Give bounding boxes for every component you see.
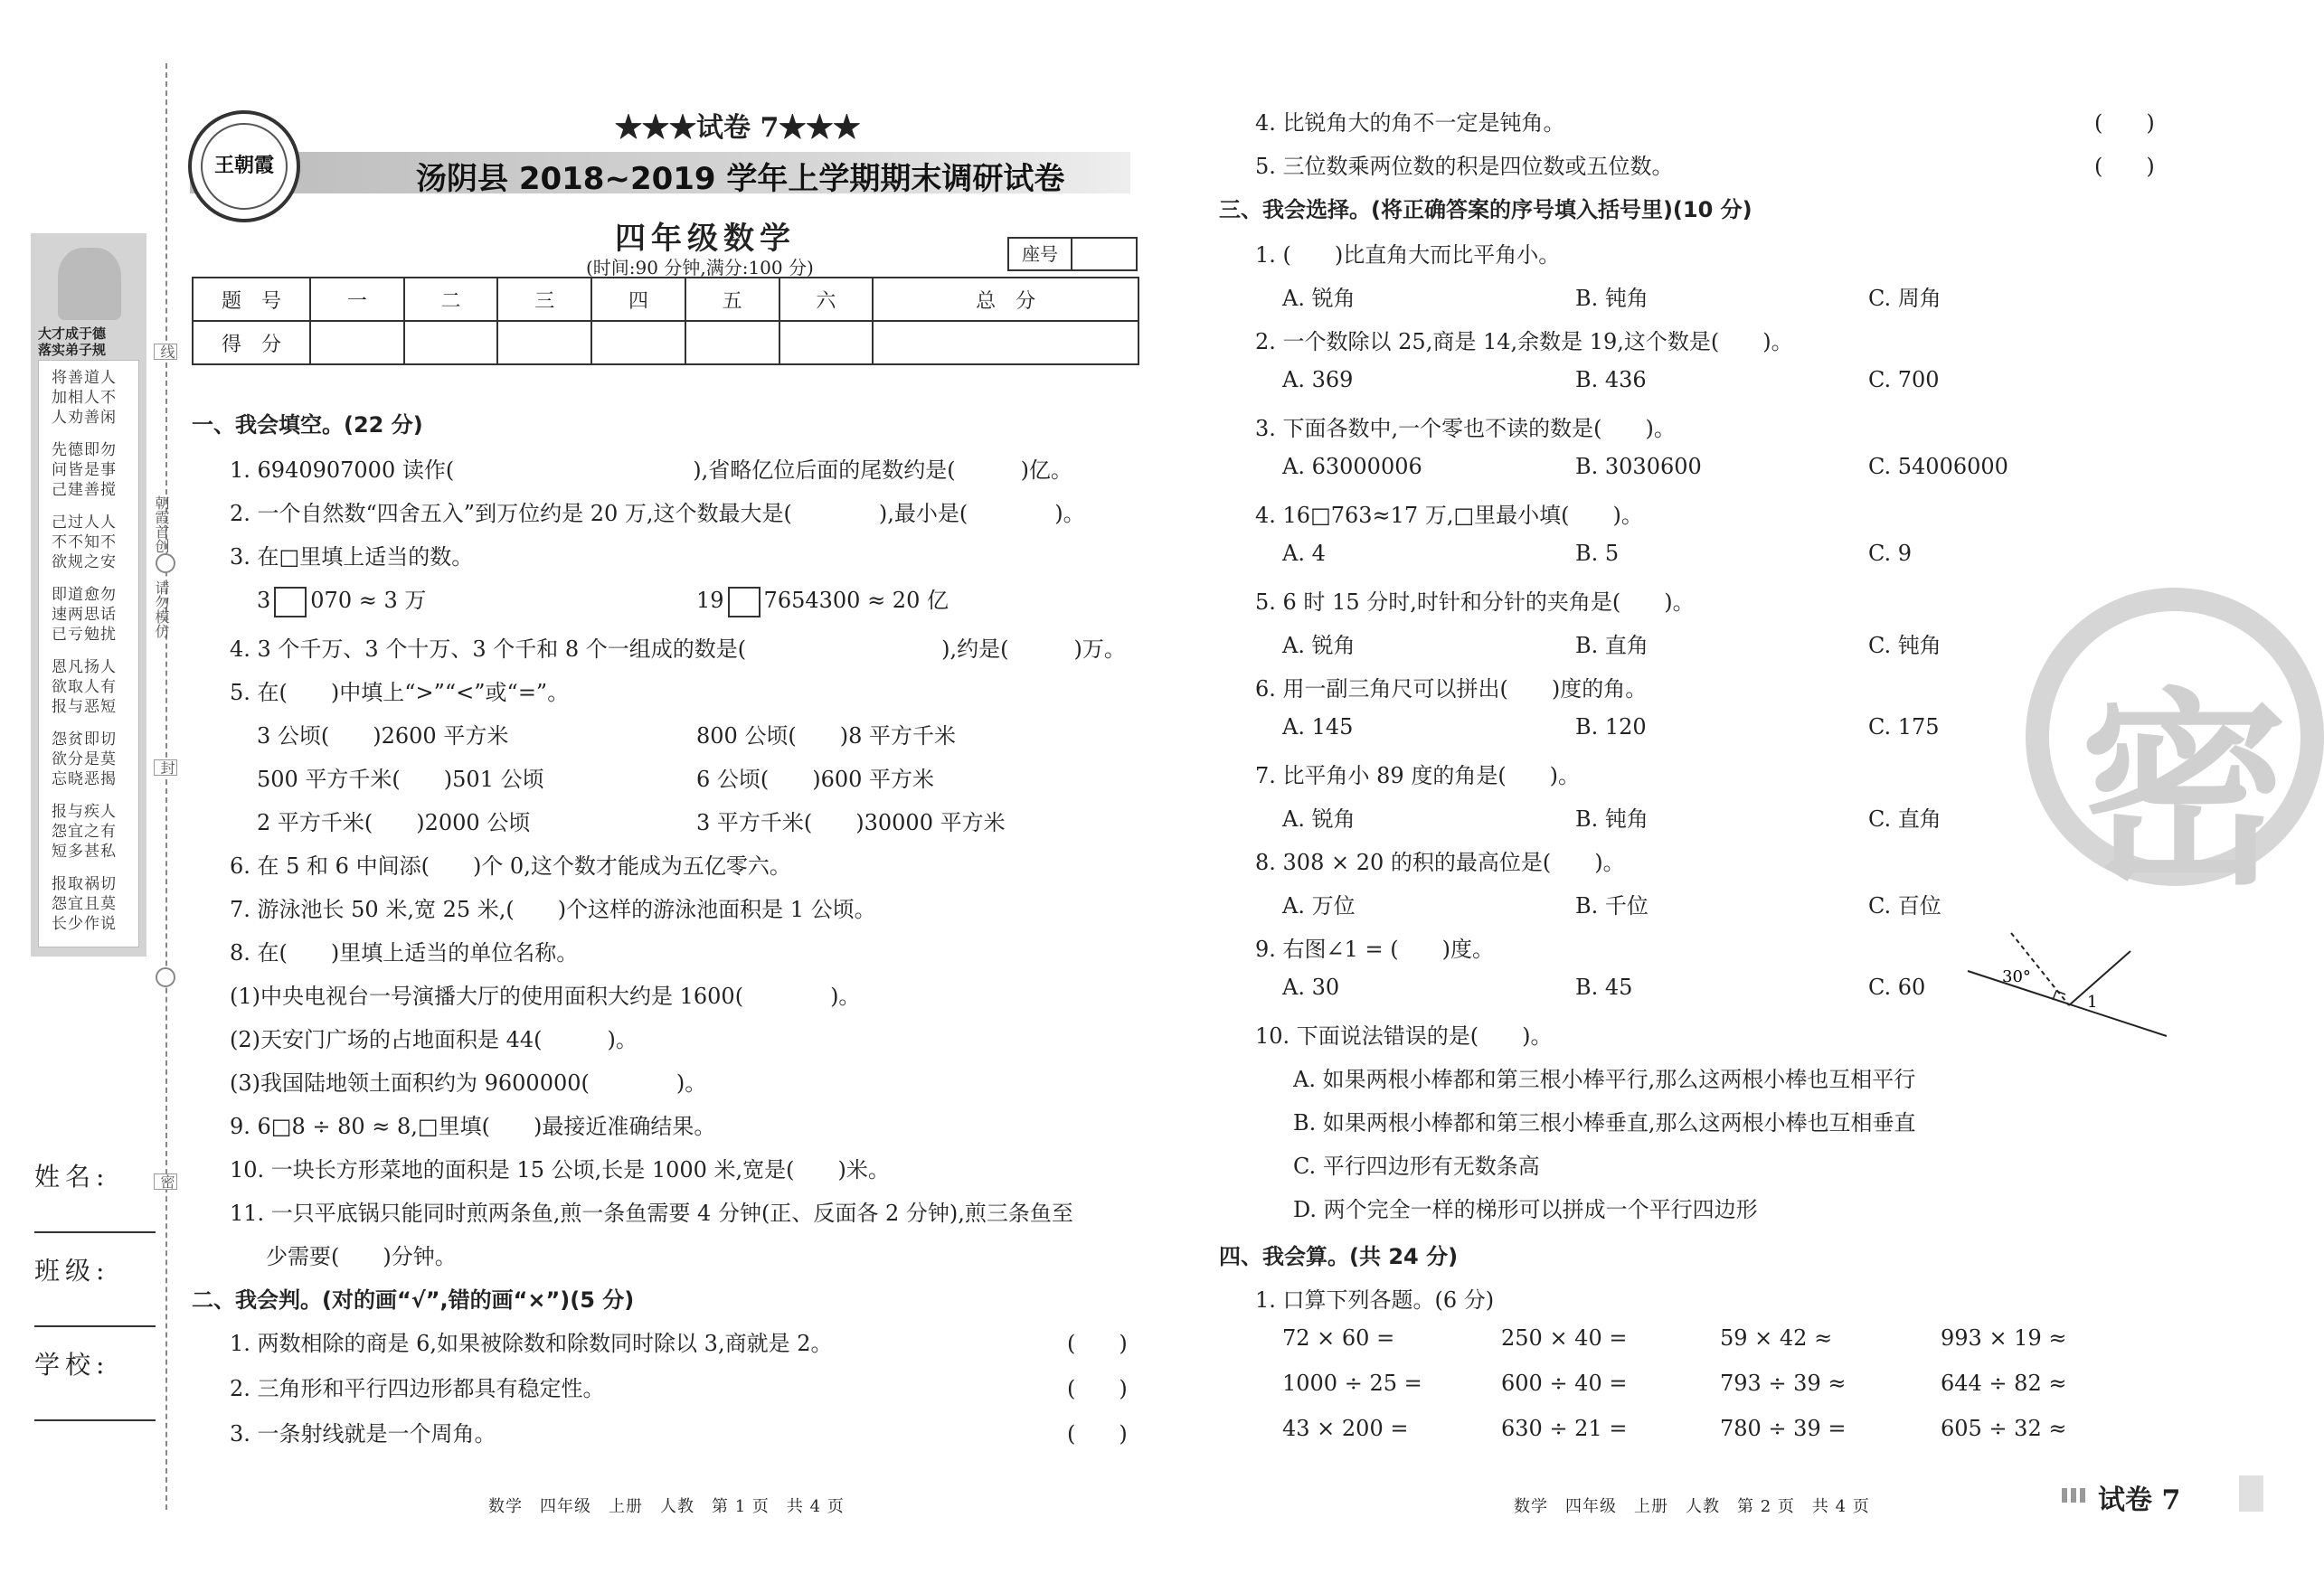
calc-3-1: 43 × 200 = <box>1282 1416 1409 1441</box>
proverb-box <box>38 360 139 947</box>
s3-q6-c[interactable]: C. 175 <box>1868 714 1940 740</box>
name-label: 姓名: <box>34 1162 110 1192</box>
s1-q4: 4. 3 个千万、3 个十万、3 个千和 8 个一组成的数是( ),约是( )万。 <box>230 636 1126 662</box>
s3-q2-a[interactable]: A. 369 <box>1282 367 1354 392</box>
s3-q3-a[interactable]: A. 63000006 <box>1282 454 1422 479</box>
s1-q9: 9. 6□8 ÷ 80 ≈ 8,□里填( )最接近准确结果。 <box>230 1114 716 1139</box>
s1-q6: 6. 在 5 和 6 中间添( )个 0,这个数才能成为五亿零六。 <box>230 853 791 879</box>
score-cell-1[interactable] <box>310 321 404 364</box>
s1-q2: 2. 一个自然数“四舍五入”到万位约是 20 万,这个数最大是( ),最小是( )。 <box>230 501 1085 526</box>
s3-q5: 5. 6 时 15 分时,时针和分针的夹角是( )。 <box>1255 589 1695 615</box>
s3-q3-c[interactable]: C. 54006000 <box>1868 454 2008 479</box>
calc-1-3: 59 × 42 ≈ <box>1720 1325 1833 1351</box>
binding-ring-1 <box>156 553 175 573</box>
s3-q8: 8. 308 × 20 的积的最高位是( )。 <box>1255 850 1625 875</box>
s1-q3a-pre: 3 <box>257 588 271 613</box>
score-cell-3[interactable] <box>497 321 591 364</box>
publisher-logo <box>188 110 300 222</box>
angle-figure <box>1962 931 2170 1040</box>
s2-q2: 2. 三角形和平行四边形都具有稳定性。 <box>230 1376 605 1401</box>
s1-q3b-pre: 19 <box>696 588 724 613</box>
s2-q3-answer[interactable]: ( ) <box>1067 1421 1128 1447</box>
s3-q6: 6. 用一副三角尺可以拼出( )度的角。 <box>1255 676 1648 702</box>
s3-q7: 7. 比平角小 89 度的角是( )。 <box>1255 763 1581 788</box>
s1-q5-item6: 3 平方千米( )30000 平方米 <box>696 810 1006 835</box>
s3-q1: 1. ( )比直角大而比平角小。 <box>1255 242 1561 268</box>
proverb-8: 报取祸切 怨宜且莫 长少作说 <box>52 875 117 933</box>
score-col-total: 总 分 <box>873 278 1138 321</box>
name-field[interactable] <box>34 1231 156 1233</box>
binding-tag-seal: 封 <box>154 759 177 776</box>
s1-q5-item1: 3 公顷( )2600 平方米 <box>257 723 509 749</box>
s3-q5-a[interactable]: A. 锐角 <box>1282 633 1356 658</box>
s1-q8-1: (1)中央电视台一号演播大厅的使用面积大约是 1600( )。 <box>230 984 861 1009</box>
paper-number: ★★★试卷 7★★★ <box>615 112 861 144</box>
s3-q10-c[interactable]: C. 平行四边形有无数条高 <box>1293 1154 1540 1179</box>
s3-q7-a[interactable]: A. 锐角 <box>1282 806 1356 832</box>
s1-q3b <box>696 582 949 617</box>
s1-q11: 11. 一只平底锅只能同时煎两条鱼,煎一条鱼需要 4 分钟(正、反面各 2 分钟),煎三条鱼至 <box>230 1201 1073 1226</box>
s4-sub1: 1. 口算下列各题。(6 分) <box>1255 1287 1495 1313</box>
s3-q10: 10. 下面说法错误的是( )。 <box>1255 1023 1553 1049</box>
s3-q9-a[interactable]: A. 30 <box>1282 975 1340 1000</box>
s1-q3a-box[interactable] <box>274 587 307 617</box>
s3-q4: 4. 16□763≈17 万,□里最小填( )。 <box>1255 503 1643 528</box>
s3-q8-c[interactable]: C. 百位 <box>1868 893 1941 919</box>
corner-dots-icon <box>2062 1488 2089 1503</box>
s1-q11b: 少需要( )分钟。 <box>266 1244 457 1269</box>
s3-q3-b[interactable]: B. 3030600 <box>1575 454 1702 479</box>
scholar-figure-icon <box>58 248 121 320</box>
s3-q1-a[interactable]: A. 锐角 <box>1282 286 1356 311</box>
s1-q5: 5. 在( )中填上“>”“<”或“=”。 <box>230 680 570 705</box>
binding-line <box>165 63 167 1510</box>
score-col-2: 二 <box>404 278 498 321</box>
footer-right: 数学 四年级 上册 人教 第 2 页 共 4 页 <box>1514 1497 1870 1516</box>
s3-q7-b[interactable]: B. 钝角 <box>1575 806 1649 832</box>
footer-left: 数学 四年级 上册 人教 第 1 页 共 4 页 <box>488 1497 845 1516</box>
calc-1-1: 72 × 60 = <box>1282 1325 1395 1351</box>
s3-q6-a[interactable]: A. 145 <box>1282 714 1354 740</box>
score-header-row <box>193 278 1138 321</box>
s1-q8-3: (3)我国陆地领土面积约为 9600000( )。 <box>230 1070 707 1096</box>
s2-q2-answer[interactable]: ( ) <box>1067 1376 1128 1401</box>
s1-q5-item4: 6 公顷( )600 平方米 <box>696 767 935 792</box>
s2-q5-answer[interactable]: ( ) <box>2094 154 2155 179</box>
proverb-1: 将善道人 加相人不 人劝善闲 <box>52 369 117 427</box>
proverb-3: 己过人人 不不知不 欲规之安 <box>52 514 117 571</box>
corner-box <box>2239 1475 2263 1512</box>
school-field[interactable] <box>34 1419 156 1421</box>
s1-q7: 7. 游泳池长 50 米,宽 25 米,( )个这样的游泳池面积是 1 公顷。 <box>230 897 876 922</box>
s3-q9-c[interactable]: C. 60 <box>1868 975 1926 1000</box>
logo-text: 王朝霞 <box>213 154 274 177</box>
s3-q4-a[interactable]: A. 4 <box>1282 541 1326 566</box>
score-col-3: 三 <box>497 278 591 321</box>
binding-ring-2 <box>156 967 175 987</box>
proverb-6: 怨贫即切 欲分是莫 忘晓恶揭 <box>52 730 117 788</box>
score-table <box>192 277 1139 365</box>
score-col-1: 一 <box>310 278 404 321</box>
s1-q1: 1. 6940907000 读作( ),省略亿位后面的尾数约是( )亿。 <box>230 457 1072 483</box>
score-value-row <box>193 321 1138 364</box>
s3-q6-b[interactable]: B. 120 <box>1575 714 1647 740</box>
s1-q5-item3: 500 平方千米( )501 公顷 <box>257 767 544 792</box>
sidebar-strip <box>31 233 146 957</box>
angle-1-label: 1 <box>2087 993 2098 1012</box>
s3-q8-a[interactable]: A. 万位 <box>1282 893 1356 919</box>
calc-3-3: 780 ÷ 39 = <box>1720 1416 1847 1441</box>
s1-q8-2: (2)天安门广场的占地面积是 44( )。 <box>230 1027 638 1052</box>
corner-paper-tag: 试卷 7 <box>2098 1484 2181 1516</box>
motto-line1: 大才成于德 <box>38 325 107 342</box>
s3-q10-d[interactable]: D. 两个完全一样的梯形可以拼成一个平行四边形 <box>1293 1197 1758 1222</box>
s3-q5-b[interactable]: B. 直角 <box>1575 633 1649 658</box>
s3-q10-a[interactable]: A. 如果两根小棒都和第三根小棒平行,那么这两根小棒也互相平行 <box>1293 1067 1916 1092</box>
score-row-label: 得 分 <box>193 321 310 364</box>
s3-q10-b[interactable]: B. 如果两根小棒都和第三根小棒垂直,那么这两根小棒也互相垂直 <box>1293 1110 1916 1136</box>
s2-q3: 3. 一条射线就是一个周角。 <box>230 1421 496 1447</box>
binding-note-2: 请勿模仿 <box>153 580 170 638</box>
calc-2-2: 600 ÷ 40 = <box>1501 1371 1628 1396</box>
score-col-label: 题 号 <box>193 278 310 321</box>
s3-q4-b[interactable]: B. 5 <box>1575 541 1620 566</box>
s3-q8-b[interactable]: B. 千位 <box>1575 893 1649 919</box>
s3-q1-b[interactable]: B. 钝角 <box>1575 286 1649 311</box>
angle-30-label: 30° <box>2002 967 2031 986</box>
s1-q3: 3. 在□里填上适当的数。 <box>230 544 474 570</box>
proverb-5: 恩凡扬人 欲取人有 报与恶短 <box>52 658 117 716</box>
s1-q5-item5: 2 平方千米( )2000 公顷 <box>257 810 531 835</box>
calc-2-4: 644 ÷ 82 ≈ <box>1941 1371 2067 1396</box>
section4-title: 四、我会算。(共 24 分) <box>1219 1244 1459 1269</box>
calc-1-2: 250 × 40 = <box>1501 1325 1628 1351</box>
s1-q10: 10. 一块长方形菜地的面积是 15 公顷,长是 1000 米,宽是( )米。 <box>230 1157 890 1183</box>
calc-2-1: 1000 ÷ 25 = <box>1282 1371 1422 1396</box>
binding-note-1: 朝霞首创 <box>153 495 170 553</box>
s3-q2: 2. 一个数除以 25,商是 14,余数是 19,这个数是( )。 <box>1255 329 1793 354</box>
score-col-4: 四 <box>591 278 685 321</box>
page-title: 汤阴县 2018~2019 学年上学期期末调研试卷 <box>416 161 1065 197</box>
binding-tag-secret: 密 <box>154 1173 177 1190</box>
s2-q1: 1. 两数相除的商是 6,如果被除数和除数同时除以 3,商就是 2。 <box>230 1331 833 1356</box>
score-col-6: 六 <box>779 278 874 321</box>
s1-q3b-post: 7654300 ≈ 20 亿 <box>763 588 949 613</box>
class-label: 班级: <box>34 1256 110 1286</box>
s3-q2-b[interactable]: B. 436 <box>1575 367 1647 392</box>
s1-q3a <box>257 582 426 617</box>
secret-stamp-char: 密 <box>2080 672 2289 913</box>
school-label: 学校: <box>34 1350 110 1380</box>
section3-title: 三、我会选择。(将正确答案的序号填入括号里)(10 分) <box>1219 197 1752 222</box>
s3-q5-c[interactable]: C. 钝角 <box>1868 633 1941 658</box>
s1-q3b-box[interactable] <box>728 587 760 617</box>
binding-tag-line: 线 <box>154 344 177 360</box>
calc-3-4: 605 ÷ 32 ≈ <box>1941 1416 2067 1441</box>
s2-q4: 4. 比锐角大的角不一定是钝角。 <box>1255 110 1565 136</box>
subject-title: 四年级数学 <box>615 221 796 257</box>
proverb-4: 即道愈勿 速两思话 已亏勉扰 <box>52 586 117 644</box>
score-cell-4[interactable] <box>591 321 685 364</box>
s2-q4-answer[interactable]: ( ) <box>2094 110 2155 136</box>
s2-q5: 5. 三位数乘两位数的积是四位数或五位数。 <box>1255 154 1674 179</box>
class-field[interactable] <box>34 1325 156 1327</box>
s1-q8: 8. 在( )里填上适当的单位名称。 <box>230 940 579 966</box>
s3-q1-c[interactable]: C. 周角 <box>1868 286 1941 311</box>
s3-q3: 3. 下面各数中,一个零也不读的数是( )。 <box>1255 416 1676 441</box>
seat-label: 座号 <box>1009 239 1072 269</box>
section2-title: 二、我会判。(对的画“√”,错的画“×”)(5 分) <box>192 1287 635 1313</box>
angle-ray-line <box>2069 951 2130 1005</box>
s1-q5-item2: 800 公顷( )8 平方千米 <box>696 723 957 749</box>
s3-q4-c[interactable]: C. 9 <box>1868 541 1913 566</box>
time-info: (时间:90 分钟,满分:100 分) <box>586 257 814 278</box>
s3-q9-b[interactable]: B. 45 <box>1575 975 1633 1000</box>
score-cell-6[interactable] <box>779 321 874 364</box>
s3-q7-c[interactable]: C. 直角 <box>1868 806 1941 832</box>
score-col-5: 五 <box>685 278 779 321</box>
score-cell-total[interactable] <box>873 321 1138 364</box>
s3-q2-c[interactable]: C. 700 <box>1868 367 1940 392</box>
proverb-7: 报与疾人 怨宜之有 短多甚私 <box>52 803 117 861</box>
calc-3-2: 630 ÷ 21 = <box>1501 1416 1628 1441</box>
section1-title: 一、我会填空。(22 分) <box>192 412 423 438</box>
calc-2-3: 793 ÷ 39 ≈ <box>1720 1371 1847 1396</box>
score-cell-5[interactable] <box>685 321 779 364</box>
motto-line2: 落实弟子规 <box>38 342 107 358</box>
proverb-2: 先德即勿 问皆是事 己建善搅 <box>52 441 117 499</box>
seat-box <box>1007 237 1138 271</box>
calc-1-4: 993 × 19 ≈ <box>1941 1325 2067 1351</box>
s1-q3a-post: 070 ≈ 3 万 <box>310 588 427 613</box>
score-cell-2[interactable] <box>404 321 498 364</box>
s2-q1-answer[interactable]: ( ) <box>1067 1331 1128 1356</box>
s3-q9: 9. 右图∠1 = ( )度。 <box>1255 937 1494 962</box>
